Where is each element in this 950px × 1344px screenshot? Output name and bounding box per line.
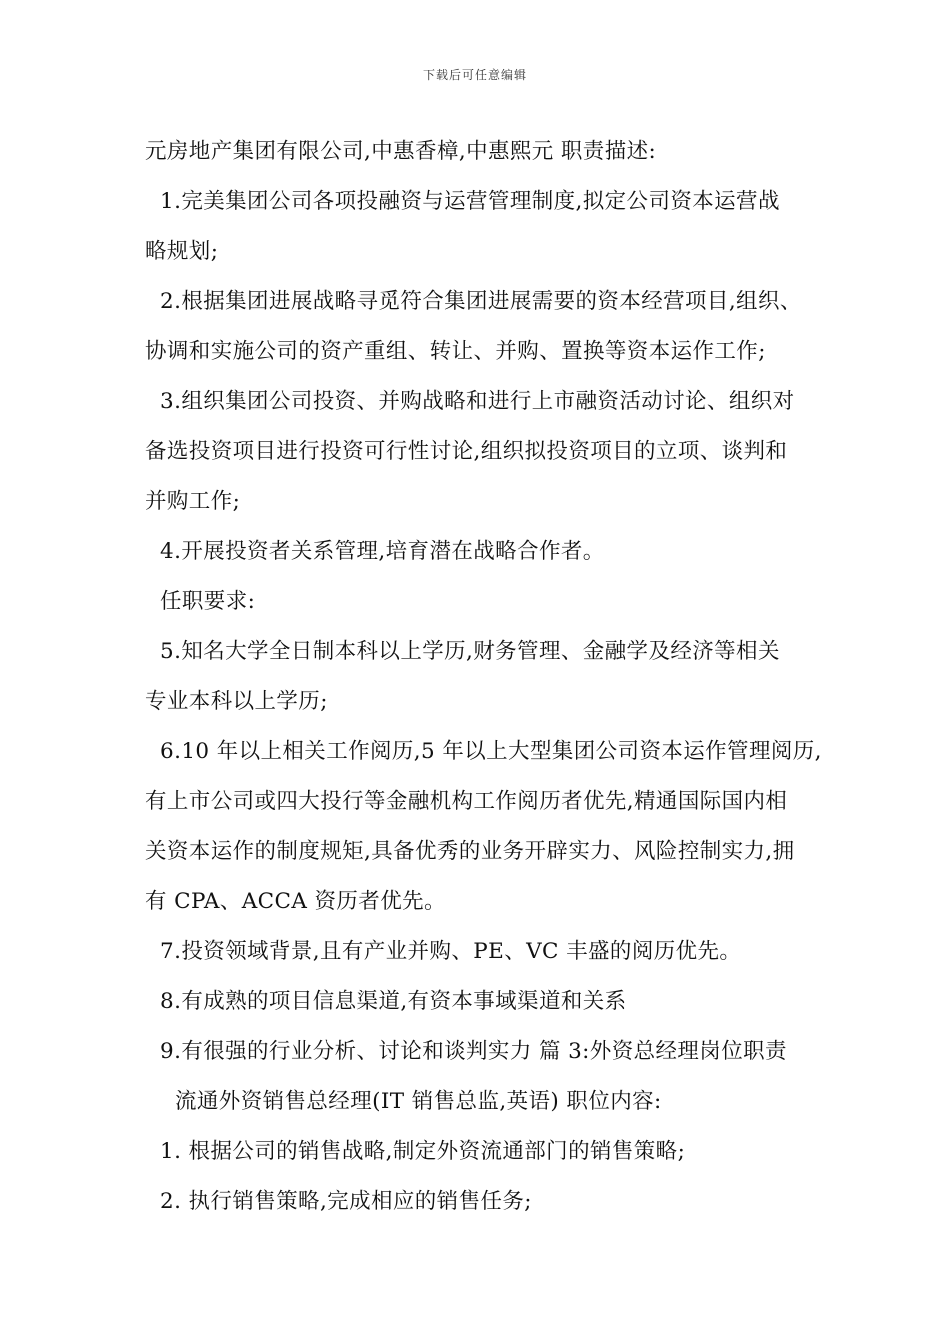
text-line: 7.投资领域背景,且有产业并购、PE、VC 丰盛的阅历优先。 [160, 939, 742, 964]
text-line: 2. 执行销售策略,完成相应的销售任务; [160, 1189, 532, 1214]
text-line: 并购工作; [145, 489, 241, 514]
text-line: 9.有很强的行业分析、讨论和谈判实力 篇 3:外资总经理岗位职责 [160, 1039, 787, 1064]
text-line: 任职要求: [160, 589, 256, 614]
text-line: 3.组织集团公司投资、并购战略和进行上市融资活动讨论、组织对 [160, 389, 795, 414]
text-line: 2.根据集团进展战略寻觅符合集团进展需要的资本经营项目,组织、 [160, 289, 802, 314]
text-line: 备选投资项目进行投资可行性讨论,组织拟投资项目的立项、谈判和 [145, 439, 788, 464]
text-line: 6.10 年以上相关工作阅历,5 年以上大型集团公司资本运作管理阅历, [160, 739, 822, 764]
text-line: 专业本科以上学历; [145, 689, 328, 714]
text-line: 关资本运作的制度规矩,具备优秀的业务开辟实力、风险控制实力,拥 [145, 839, 795, 864]
text-line: 流通外资销售总经理(IT 销售总监,英语) 职位内容: [175, 1089, 662, 1114]
text-line: 1. 根据公司的销售战略,制定外资流通部门的销售策略; [160, 1139, 686, 1164]
text-line: 元房地产集团有限公司,中惠香樟,中惠熙元 职责描述: [145, 139, 657, 164]
text-line: 5.知名大学全日制本科以上学历,财务管理、金融学及经济等相关 [160, 639, 780, 664]
text-line: 8.有成熟的项目信息渠道,有资本事域渠道和关系 [160, 989, 627, 1014]
text-line: 4.开展投资者关系管理,培育潜在战略合作者。 [160, 539, 605, 564]
page-header: 下载后可任意编辑 [422, 68, 527, 82]
text-line: 有 CPA、ACCA 资历者优先。 [145, 889, 446, 914]
text-line: 有上市公司或四大投行等金融机构工作阅历者优先,精通国际国内相 [145, 789, 788, 814]
text-line: 1.完美集团公司各项投融资与运营管理制度,拟定公司资本运营战 [160, 189, 780, 214]
text-line: 协调和实施公司的资产重组、转让、并购、置换等资本运作工作; [145, 339, 766, 364]
text-line: 略规划; [145, 239, 219, 264]
